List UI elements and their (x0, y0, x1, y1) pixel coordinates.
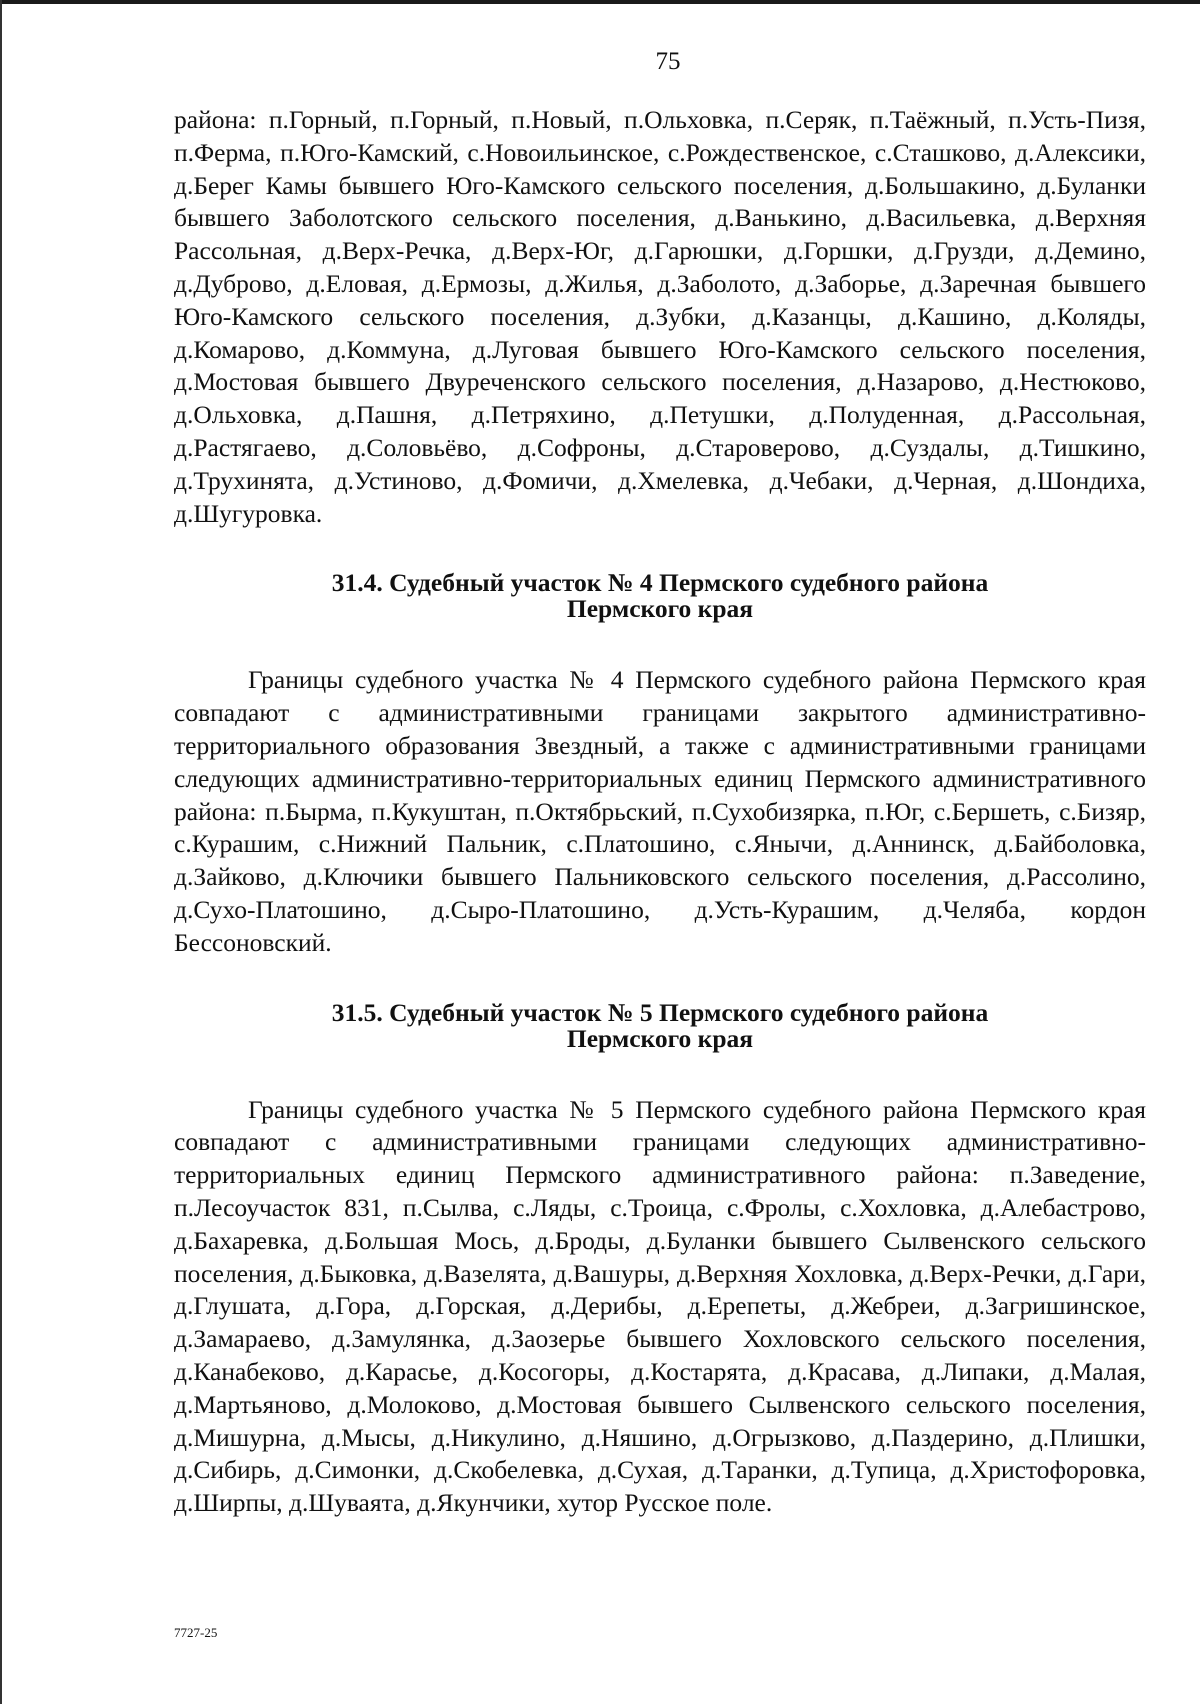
section-title-line: Пермского края (566, 1023, 754, 1053)
section-title-31-5 (174, 997, 1146, 1053)
section-title-line: Пермского края (566, 594, 754, 624)
page-number: 75 (655, 48, 681, 75)
section-paragraph-31-5: Границы судебного участка № 5 Пермского судебного района Пермского края совпадают с административными границами следующих административно-территориальных единиц Пермского административного района: п.Заведение, п.Лесоучасток 831, п.Сылва, с.Ляды, с.Троица, с.Фролы, с.Хохловка, д.Алебастрово, д.Бахаревка, д.Большая Мось, д.Броды, д.Буланки бывшего Сылвенского сельского поселения, д.Быковка, д.Вазелята, д.Вашуры, д.Верхняя Хохловка, д.Верх-Речки, д.Гари, д.Глушата, д.Гора, д.Горская, д.Дерибы, д.Ерепеты, д.Жебреи, д.Загришинское, д.Замараево, д.Замулянка, д.Заозерье бывшего Хохловского сельского поселения, д.Канабеково, д.Карасье, д.Косогоры, д.Костарята, д.Красава, д.Липаки, д.Малая, д.Мартьяново, д.Молоково, д.Мостовая бывшего Сылвенского сельского поселения, д.Мишурна, д.Мысы, д.Никулино, д.Няшино, д.Огрызково, д.Паздерино, д.Плишки, д.Сибирь, д.Симонки, д.Скобелевка, д.Сухая, д.Таранки, д.Тупица, д.Христофоровка, д.Ширпы, д.Шуваята, д.Якунчики, хутор Русское поле. (174, 1094, 1146, 1518)
scan-border-left (0, 0, 2, 1704)
section-title-line: 31.5. Судебный участок № 5 Пермского судебного района (331, 997, 989, 1027)
section-paragraph-31-4: Границы судебного участка № 4 Пермского судебного района Пермского края совпадают с административными границами закрытого административно-территориального образования Звездный, а также с административными границами следующих административно-территориальных единиц Пермского административного района: п.Бырма, п.Кукуштан, п.Октябрьский, п.Сухобизярка, п.Юг, с.Бершеть, с.Бизяр, с.Курашим, с.Нижний Пальник, с.Платошино, с.Янычи, д.Аннинск, д.Байболовка, д.Зайково, д.Ключики бывшего Пальниковского сельского поселения, д.Рассолино, д.Сухо-Платошино, д.Сыро-Платошино, д.Усть-Курашим, д.Челяба, кордон Бессоновский. (174, 665, 1146, 957)
section-title-31-4 (174, 570, 1146, 622)
document-page (174, 44, 1146, 1520)
continuation-paragraph: района: п.Горный, п.Горный, п.Новый, п.Ольховка, п.Серяк, п.Таёжный, п.Усть-Пизя, п.Ферма, п.Юго-Камский, с.Новоильинское, с.Рождественское, с.Сташково, д.Алексики, д.Берег Камы бывшего Юго-Камского сельского поселения, д.Большакино, д.Буланки бывшего Заболотского сельского поселения, д.Ванькино, д.Васильевка, д.Верхняя Рассольная, д.Верх-Речка, д.Верх-Юг, д.Гарюшки, д.Горшки, д.Грузди, д.Демино, д.Дуброво, д.Еловая, д.Ермозы, д.Жилья, д.Заболото, д.Заборье, д.Заречная бывшего Юго-Камского сельского поселения, д.Зубки, д.Казанцы, д.Кашино, д.Коляды, д.Комарово, д.Коммуна, д.Луговая бывшего Юго-Камского сельского поселения, д.Мостовая бывшего Двуреченского сельского поселения, д.Назарово, д.Нестюково, д.Ольховка, д.Пашня, д.Петряхино, д.Петушки, д.Полуденная, д.Рассольная, д.Растягаево, д.Соловьёво, д.Софроны, д.Староверово, д.Суздалы, д.Тишкино, д.Трухинята, д.Устиново, д.Фомичи, д.Хмелевка, д.Чебаки, д.Черная, д.Шондиха, д.Шугуровка. (174, 105, 1146, 528)
document-code: 7727-25 (174, 1625, 218, 1640)
section-title-line: 31.4. Судебный участок № 4 Пермского судебного района (331, 568, 989, 598)
scan-border-top (0, 0, 1200, 4)
